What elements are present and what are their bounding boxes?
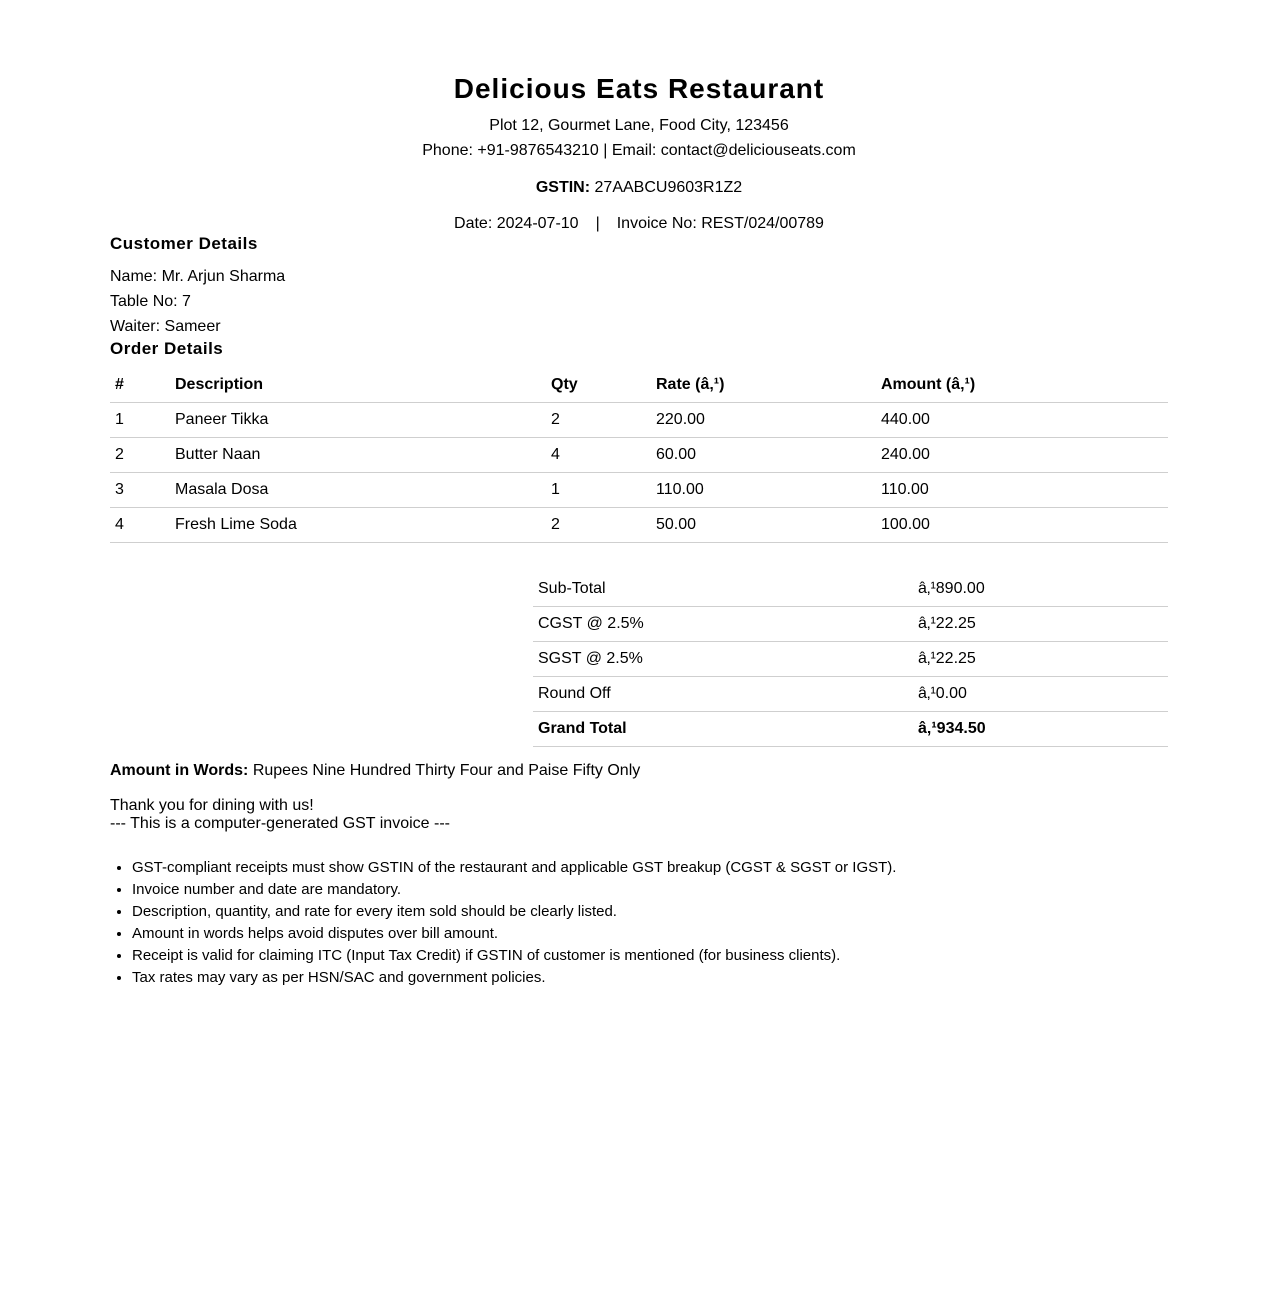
- customer-name: Name: Mr. Arjun Sharma: [110, 268, 286, 285]
- item-number: 1: [110, 403, 170, 438]
- gstin-line: [110, 178, 1168, 198]
- item-qty: 2: [546, 508, 651, 543]
- totals-section: [533, 572, 1168, 747]
- thank-you-text: Thank you for dining with us!: [110, 797, 314, 814]
- restaurant-name: Delicious Eats Restaurant: [453, 73, 825, 104]
- item-amount: 100.00: [876, 508, 1168, 543]
- amount-in-words: [110, 761, 1168, 781]
- gstin-value: 27AABCU9603R1Z2: [594, 179, 743, 196]
- subtotal-label: Sub-Total: [533, 572, 913, 607]
- cgst-value: â‚¹22.25: [913, 607, 1168, 642]
- round-off-label: Round Off: [533, 677, 913, 712]
- restaurant-address-block: [110, 113, 1168, 163]
- item-qty: 1: [546, 473, 651, 508]
- item-number: 4: [110, 508, 170, 543]
- invoice-date: Date: 2024-07-10: [454, 215, 579, 232]
- item-rate: 60.00: [651, 438, 876, 473]
- list-item: • Description, quantity, and rate for every item sold should be clearly listed.: [132, 901, 1168, 923]
- invoice-page: [110, 0, 1168, 989]
- round-off-value: â‚¹0.00: [913, 677, 1168, 712]
- grand-total-row: [533, 712, 1168, 747]
- customer-details-heading: Customer Details: [110, 234, 258, 253]
- item-amount: 240.00: [876, 438, 1168, 473]
- list-item: • Invoice number and date are mandatory.: [132, 879, 1168, 901]
- date-invoice-line: [110, 214, 1168, 234]
- item-amount: 110.00: [876, 473, 1168, 508]
- customer-details: [110, 264, 1168, 339]
- item-amount: 440.00: [876, 403, 1168, 438]
- invoice-header: [110, 72, 1168, 234]
- order-items-table: [110, 368, 1168, 543]
- invoice-number: Invoice No: REST/024/00789: [616, 215, 824, 232]
- subtotal-row: [533, 572, 1168, 607]
- item-description: Butter Naan: [170, 438, 546, 473]
- cgst-row: [533, 607, 1168, 642]
- sgst-value: â‚¹22.25: [913, 642, 1168, 677]
- date-invoice-separator: |: [595, 215, 600, 232]
- column-header-rate: Rate (â‚¹): [651, 368, 876, 403]
- amount-in-words-value: Rupees Nine Hundred Thirty Four and Paise Fifty Only: [252, 762, 641, 779]
- list-item: • GST-compliant receipts must show GSTIN of the restaurant and applicable GST breakup (CGST & SGST or IGST).: [132, 857, 1168, 879]
- table-header-row: [110, 368, 1168, 403]
- table-row: [110, 403, 1168, 438]
- column-header-qty: Qty: [546, 368, 651, 403]
- item-qty: 2: [546, 403, 651, 438]
- round-off-row: [533, 677, 1168, 712]
- table-number: Table No: 7: [110, 293, 191, 310]
- cgst-label: CGST @ 2.5%: [533, 607, 913, 642]
- column-header-amount: Amount (â‚¹): [876, 368, 1168, 403]
- item-qty: 4: [546, 438, 651, 473]
- item-number: 2: [110, 438, 170, 473]
- list-item: • Amount in words helps avoid disputes over bill amount.: [132, 923, 1168, 945]
- compliance-notes-list: [110, 857, 1168, 989]
- table-row: [110, 508, 1168, 543]
- totals-table: [533, 572, 1168, 747]
- item-description: Fresh Lime Soda: [170, 508, 546, 543]
- item-number: 3: [110, 473, 170, 508]
- item-rate: 50.00: [651, 508, 876, 543]
- table-row: [110, 438, 1168, 473]
- column-header-description: Description: [170, 368, 546, 403]
- item-rate: 220.00: [651, 403, 876, 438]
- waiter-name: Waiter: Sameer: [110, 318, 221, 335]
- table-row: [110, 473, 1168, 508]
- subtotal-value: â‚¹890.00: [913, 572, 1168, 607]
- sgst-row: [533, 642, 1168, 677]
- list-item: • Tax rates may vary as per HSN/SAC and government policies.: [132, 967, 1168, 989]
- column-header-number: #: [110, 368, 170, 403]
- computer-generated-note: --- This is a computer-generated GST invoice ---: [110, 815, 450, 832]
- item-rate: 110.00: [651, 473, 876, 508]
- order-details-heading: Order Details: [110, 339, 224, 358]
- sgst-label: SGST @ 2.5%: [533, 642, 913, 677]
- amount-in-words-label: Amount in Words:: [110, 762, 249, 779]
- restaurant-contact: Phone: +91-9876543210 | Email: contact@deliciouseats.com: [422, 142, 856, 159]
- restaurant-address: Plot 12, Gourmet Lane, Food City, 123456: [489, 117, 789, 134]
- gstin-label: GSTIN:: [535, 179, 591, 196]
- footer-message: [110, 797, 1168, 833]
- item-description: Paneer Tikka: [170, 403, 546, 438]
- grand-total-label: Grand Total: [533, 712, 913, 747]
- item-description: Masala Dosa: [170, 473, 546, 508]
- grand-total-value: â‚¹934.50: [913, 712, 1168, 747]
- list-item: • Receipt is valid for claiming ITC (Input Tax Credit) if GSTIN of customer is mentioned (for business clients).: [132, 945, 1168, 967]
